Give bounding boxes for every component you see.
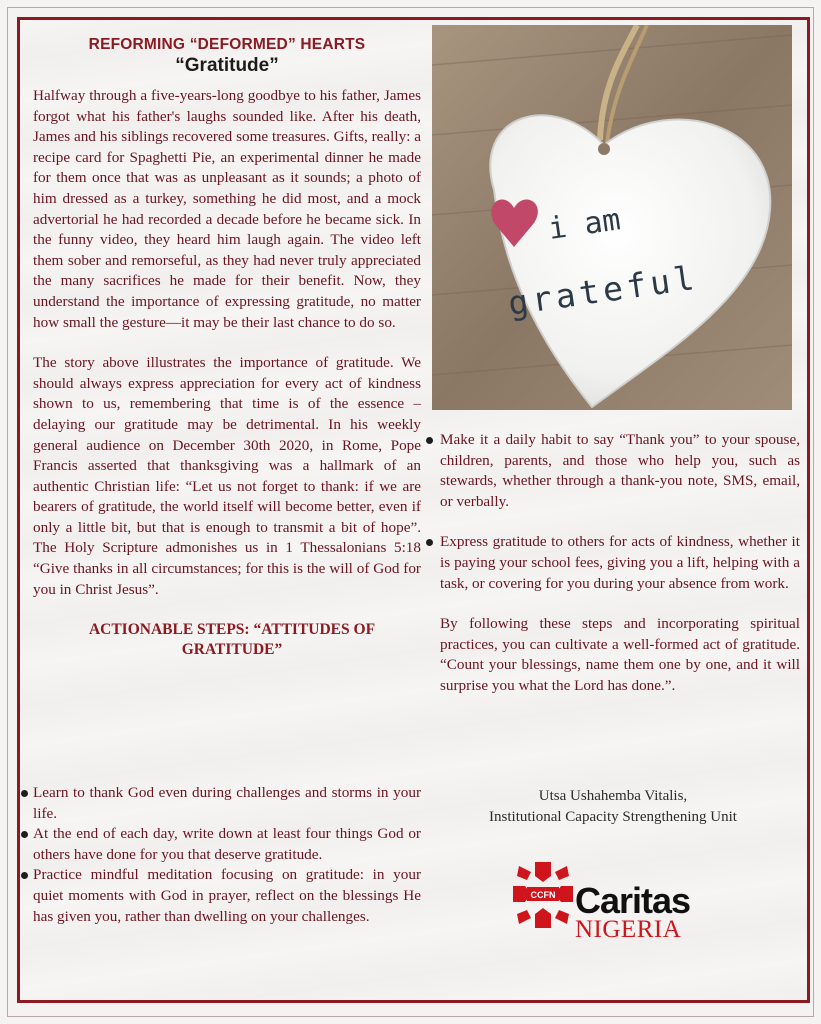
article-subheading: “Gratitude” (175, 55, 279, 76)
closing-paragraph: By following these steps and incorporating spiritual practices, you can cultivate a well-formed act of gratitude. “Count your blessings, name them one by one, and it will surprise you what the Lord has done.”. (440, 615, 800, 694)
list-item (21, 865, 421, 927)
paragraph-story: Halfway through a five-years-long goodbye to his father, James forgot what his father's laughs sounded like. After his death, James and his siblings recovered some treasures. Gifts, really: a recipe card for Spaghetti Pie, an experimental dinner he made for them once that was as unpleasant as it sounds; a photo of him dressed as a turkey, something he did most, and a mock advertorial he had recorded a decade before he became sick. In the funny video, they heard him laugh again. The video left them sober and remorseful, as they had never truly appreciated the many sacrifices he made for their benefit. Now, they understand the importance of expressing gratitude, no matter how small the gesture—it may be their last chance to do so. (33, 87, 421, 331)
emblem-text: CCFN (530, 890, 556, 900)
bullet-icon (21, 831, 28, 838)
steps-list-left (21, 783, 421, 927)
article-heading: REFORMING “DEFORMED” HEARTS (88, 36, 366, 53)
left-column (33, 36, 421, 660)
bullet-icon (21, 872, 28, 879)
gratitude-heart-photo (432, 25, 792, 410)
logo-country: NIGERIA (575, 916, 682, 943)
author-signature (426, 786, 800, 828)
heart-image (432, 25, 792, 410)
steps-list-right (426, 430, 800, 594)
heart-text-line2: grateful (505, 257, 701, 323)
step-text: Practice mindful meditation focusing on gratitude: in your quiet moments with God in prayer, reflect on the blessings He has given you, rather than dwelling on your challenges. (33, 866, 421, 925)
steps-heading: ACTIONABLE STEPS: “ATTITUDES OF GRATITUDE” (88, 621, 376, 659)
list-item (426, 532, 800, 594)
list-item (21, 824, 421, 865)
heart-text-line1: i am (546, 202, 623, 247)
right-column (426, 430, 800, 697)
bullet-icon (426, 437, 433, 444)
step-text: Express gratitude to others for acts of kindness, whether it is paying your school fees, giving you a lift, helping with a task, or covering for you during your absence from work. (440, 533, 800, 592)
author-name: Utsa Ushahemba Vitalis, (538, 788, 688, 804)
author-unit: Institutional Capacity Strengthening Unit (489, 809, 737, 825)
step-text: Learn to thank God even during challenges and storms in your life. (33, 784, 421, 822)
bullet-icon (21, 790, 28, 797)
caritas-nigeria-logo (513, 860, 713, 950)
step-text: At the end of each day, write down at least four things God or others have done for you that deserve gratitude. (33, 825, 421, 863)
logo-name: Caritas (575, 880, 691, 921)
list-item (426, 430, 800, 512)
list-item (21, 783, 421, 824)
step-text: Make it a daily habit to say “Thank you” to your spouse, children, parents, and those who help you, such as stewards, whether through a thank-you note, SMS, email, or verbally. (440, 431, 800, 510)
paragraph-importance: The story above illustrates the importance of gratitude. We should always express appreciation for every act of kindness shown to us, remembering that time is of the essence – delaying our gratitude may be detrimental. In his weekly general audience on December 30th 2020, in Rome, Pope Francis asserted that thanksgiving was a hallmark of an authentic Christian life: “Let us not forget to thank: if we are bearers of gratitude, the world itself will become better, even if only a little bit, but that is enough to transmit a bit of hope”. The Holy Scripture admonishes us in 1 Thessalonians 5:18 “Give thanks in all circumstances; for this is the will of God for you in Christ Jesus”. (33, 354, 421, 598)
bullet-icon (426, 539, 433, 546)
caritas-emblem-icon (513, 862, 573, 928)
